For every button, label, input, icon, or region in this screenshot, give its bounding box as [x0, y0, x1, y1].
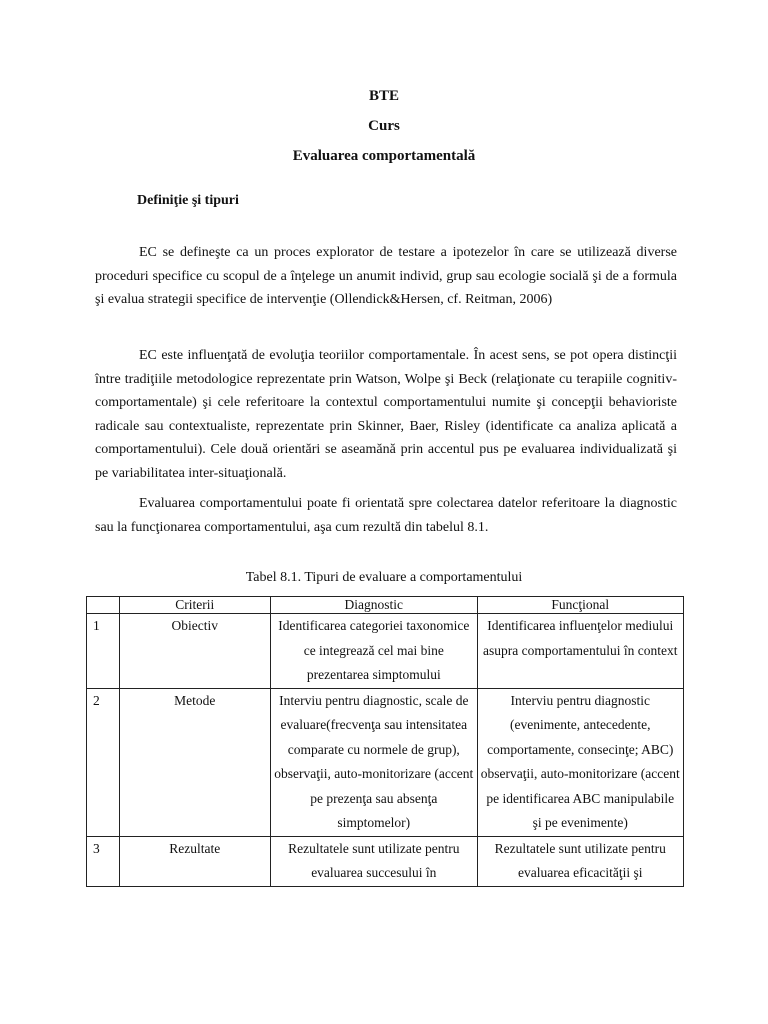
table-row: [87, 836, 684, 886]
doc-title-main: Evaluarea comportamentală: [292, 148, 476, 164]
paragraph-3: [95, 492, 677, 539]
paragraph-3-text: Evaluarea comportamentului poate fi orientată spre colectarea datelor referitoare la diagnostic sau la funcţionarea comportamentului, aşa cum rezultă din tabelul 8.1.: [95, 496, 677, 535]
paragraph-2-text: EC este influenţată de evoluţia teoriilor comportamentale. În acest sens, se pot opera distincţii între tradiţiile metodologice reprezentate prin Watson, Wolpe şi Beck (relaţionate cu terapiile cognitiv-comportamentale) şi cele referitoare la contextul comportamentului numite şi concepţii behavioriste radicale sau contextualiste, reprezentate prin Skinner, Baer, Risley (identificate ca analiza aplicată a comportamentului). Cele două orientări se aseamănă prin accentul pus pe evaluarea individualizată şi pe variabilitatea inter-situaţională.: [95, 348, 677, 481]
row-num: 3: [87, 836, 120, 886]
row-diagnostic: Interviu pentru diagnostic, scale de evaluare(frecvenţa sau intensitatea comparate cu normele de grup), observaţii, auto-monitorizare (accent pe prezenţa sau absenţa simptomelor): [271, 688, 477, 836]
doc-title-bte: BTE: [368, 88, 399, 104]
row-criteriu: Obiectiv: [119, 614, 271, 689]
paragraph-1: [95, 241, 677, 312]
header-diagnostic: Diagnostic: [271, 597, 477, 614]
table-caption: Tabel 8.1. Tipuri de evaluare a comportamentului: [245, 570, 523, 585]
row-functional: Identificarea influenţelor mediului asupra comportamentului în context: [477, 614, 683, 689]
row-diagnostic: Identificarea categoriei taxonomice ce integrează cel mai bine prezentarea simptomului: [271, 614, 477, 689]
row-diagnostic: Rezultatele sunt utilizate pentru evaluarea succesului în: [271, 836, 477, 886]
row-criteriu: Rezultate: [119, 836, 271, 886]
header-criterii: Criterii: [119, 597, 271, 614]
header-num: [87, 597, 120, 614]
table-row: [87, 614, 684, 689]
paragraph-2: [95, 344, 677, 485]
header-functional: Funcţional: [477, 597, 683, 614]
doc-title-curs: Curs: [368, 118, 400, 134]
table-header-row: [87, 597, 684, 614]
table-row: [87, 688, 684, 836]
row-num: 1: [87, 614, 120, 689]
section-heading: Definiţie şi tipuri: [137, 193, 239, 208]
paragraph-1-text: EC se defineşte ca un proces explorator de testare a ipotezelor în care se utilizează diverse proceduri specifice cu scopul de a înţelege un anumit individ, grup sau ecologie socială şi de a formula şi evalua strategii specifice de intervenţie (Ollendick&Hersen, cf. Reitman, 2006): [95, 245, 677, 307]
row-num: 2: [87, 688, 120, 836]
criteria-table: [86, 596, 684, 887]
row-functional: Rezultatele sunt utilizate pentru evaluarea eficacităţii şi: [477, 836, 683, 886]
row-criteriu: Metode: [119, 688, 271, 836]
row-functional: Interviu pentru diagnostic (evenimente, antecedente, comportamente, consecinţe; ABC) observaţii, auto-monitorizare (accent pe identificarea ABC manipulabile şi pe evenimente): [477, 688, 683, 836]
